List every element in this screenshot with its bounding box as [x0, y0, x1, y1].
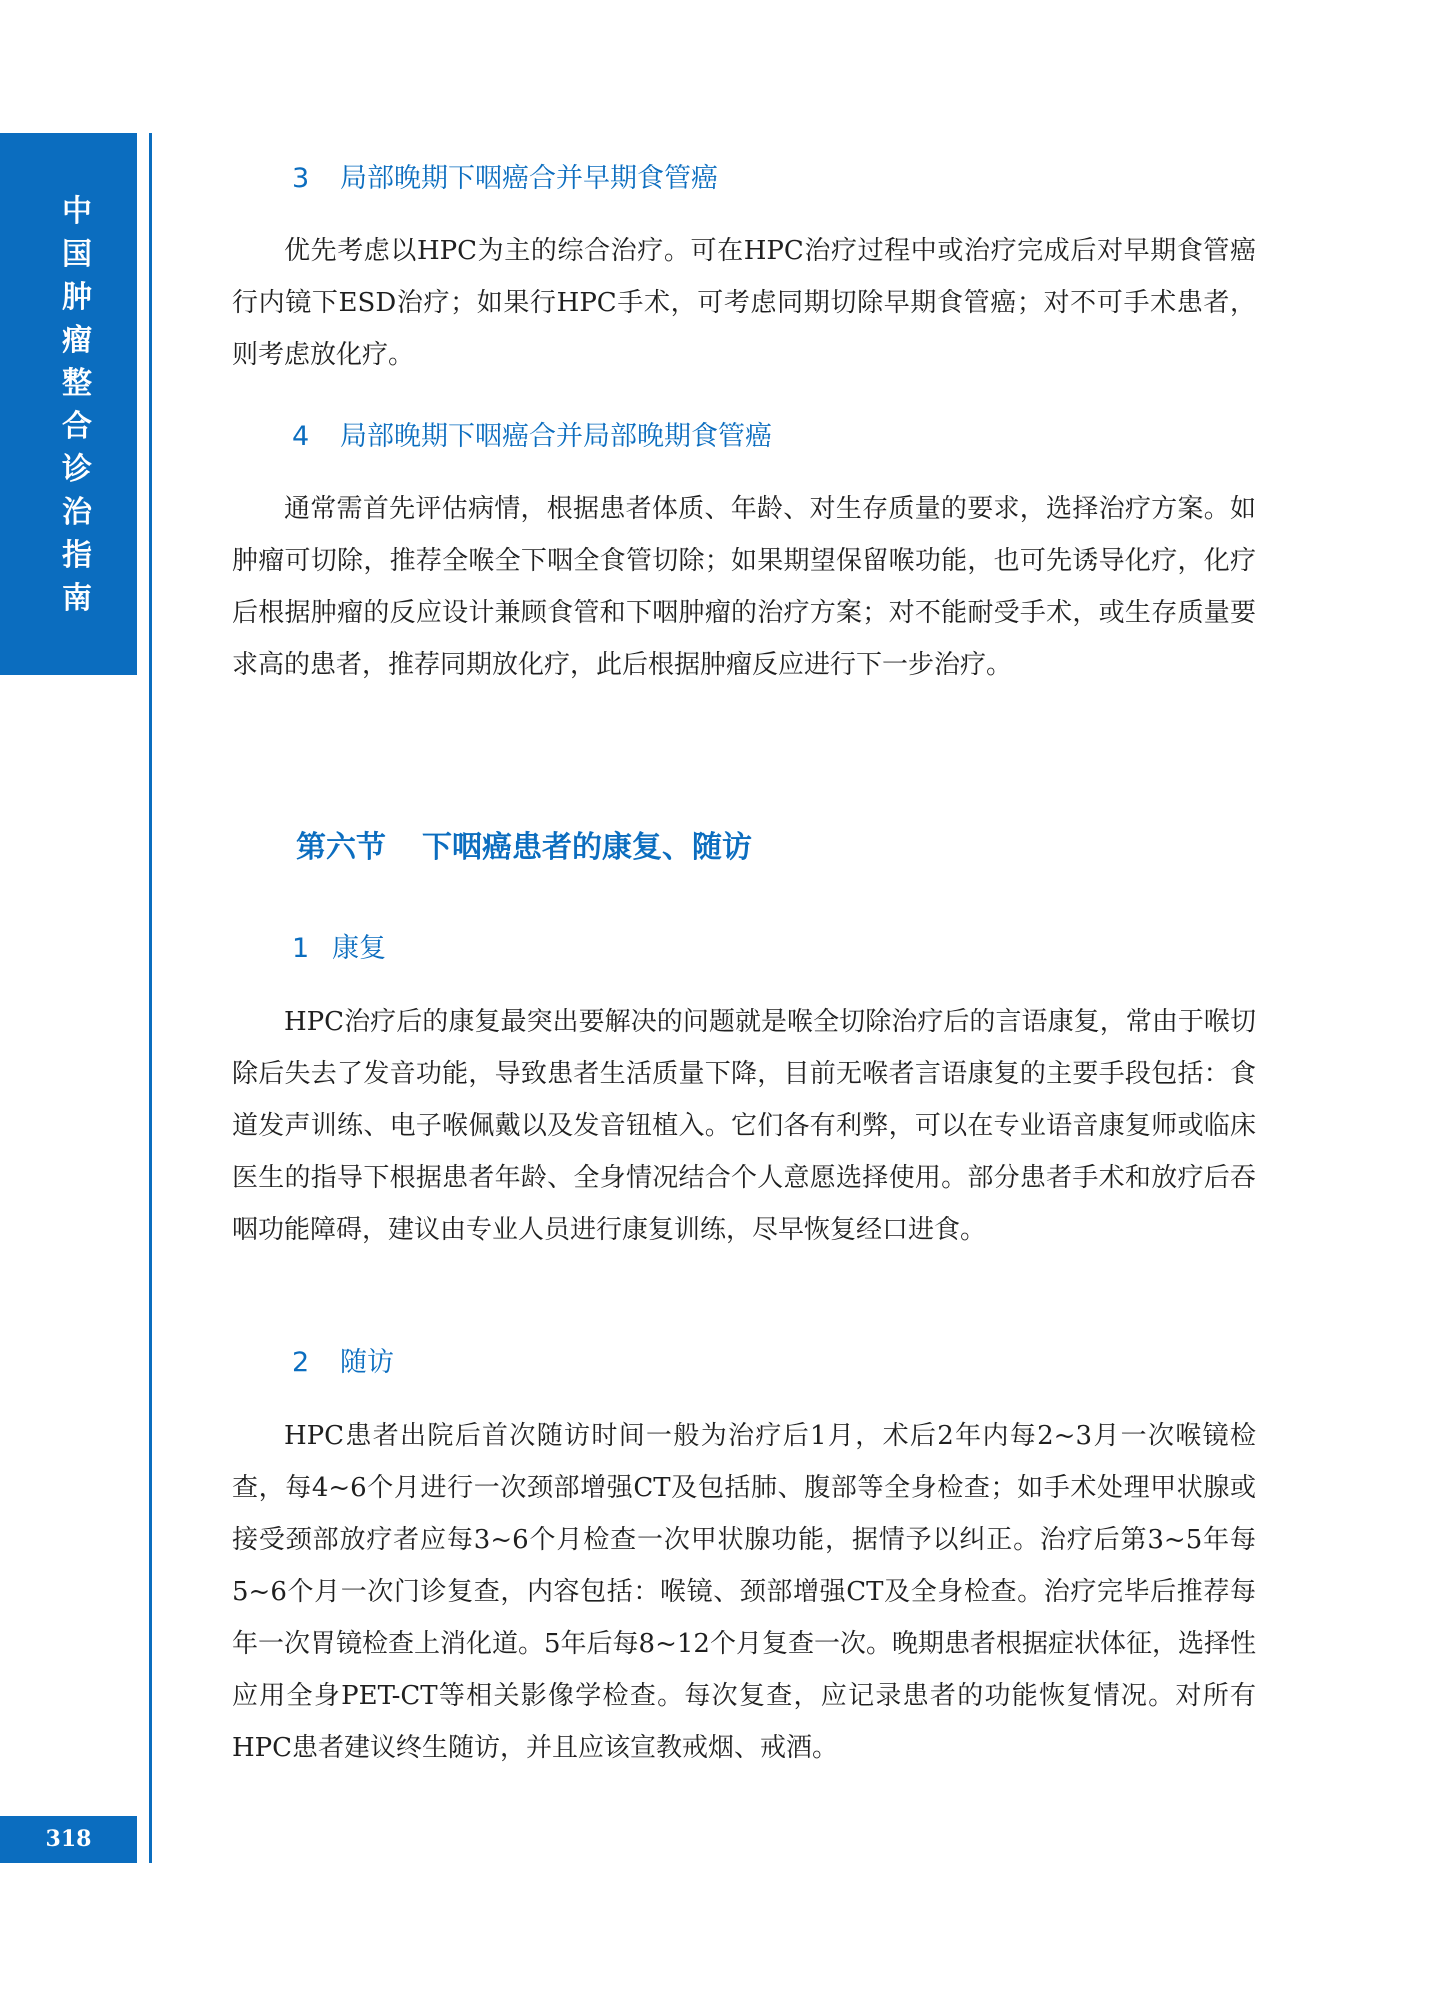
- subheading-2: [292, 1340, 394, 1379]
- paragraph-2: HPC患者出院后首次随访时间一般为治疗后1月，术后2年内每2~3月一次喉镜检查，每4~6个月进行一次颈部增强CT及包括肺、腹部等全身检查；如手术处理甲状腺或接受颈部放疗者应每3~6个月检查一次甲状腺功能，据情予以纠正。治疗后第3~5年每5~6个月一次门诊复查，内容包括：喉镜、颈部增强CT及全身检查。治疗完毕后推荐每年一次胃镜检查上消化道。5年后每8~12个月复查一次。晚期患者根据症状体征，选择性应用全身PET-CT等相关影像学检查。每次复查，应记录患者的功能恢复情况。对所有HPC患者建议终生随访，并且应该宣教戒烟、戒酒。: [232, 1421, 1256, 1763]
- subheading-number: 4: [292, 421, 310, 452]
- subheading-text: 随访: [340, 1347, 394, 1378]
- subheading-text: 局部晚期下咽癌合并早期食管癌: [340, 163, 718, 194]
- page-number: 318: [0, 1816, 137, 1863]
- book-title-char: 中: [62, 194, 92, 229]
- book-title-char: 整: [62, 366, 92, 401]
- subheading-number: 3: [292, 163, 310, 194]
- subheading-text: 局部晚期下咽癌合并局部晚期食管癌: [340, 421, 772, 452]
- paragraph-1: HPC治疗后的康复最突出要解决的问题就是喉全切除治疗后的言语康复，常由于喉切除后失去了发音功能，导致患者生活质量下降，目前无喉者言语康复的主要手段包括：食道发声训练、电子喉佩戴以及发音钮植入。它们各有利弊，可以在专业语音康复师或临床医生的指导下根据患者年龄、全身情况结合个人意愿选择使用。部分患者手术和放疗后吞咽功能障碍，建议由专业人员进行康复训练，尽早恢复经口进食。: [232, 1007, 1256, 1245]
- paragraph-3: 优先考虑以HPC为主的综合治疗。可在HPC治疗过程中或治疗完成后对早期食管癌行内镜下ESD治疗；如果行HPC手术，可考虑同期切除早期食管癌；对不可手术患者，则考虑放化疗。: [232, 236, 1256, 370]
- book-title-char: 瘤: [62, 323, 92, 358]
- margin-rule: [149, 133, 152, 1863]
- subheading-number: 2: [292, 1347, 310, 1378]
- book-title-char: 治: [62, 495, 92, 530]
- book-title-char: 诊: [62, 452, 92, 487]
- subheading-number: 1: [292, 933, 310, 964]
- book-title-vertical: [0, 190, 154, 620]
- paragraph-4: 通常需首先评估病情，根据患者体质、年龄、对生存质量的要求，选择治疗方案。如肿瘤可切除，推荐全喉全下咽全食管切除；如果期望保留喉功能，也可先诱导化疗，化疗后根据肿瘤的反应设计兼顾食管和下咽肿瘤的治疗方案；对不能耐受手术，或生存质量要求高的患者，推荐同期放化疗，此后根据肿瘤反应进行下一步治疗。: [232, 494, 1256, 680]
- book-title-char: 国: [62, 237, 92, 272]
- section-heading: 下咽癌患者的康复、随访: [422, 830, 752, 865]
- subheading-3: [292, 156, 718, 195]
- section-label: 第六节: [296, 830, 386, 865]
- book-title-char: 合: [62, 409, 92, 444]
- book-title-char: 肿: [62, 280, 92, 315]
- book-title-char: 南: [62, 581, 92, 616]
- subheading-4: [292, 414, 772, 453]
- subheading-text: 康复: [332, 933, 386, 964]
- subheading-1: [292, 926, 386, 965]
- section-title: [296, 822, 752, 866]
- book-title-char: 指: [62, 538, 92, 573]
